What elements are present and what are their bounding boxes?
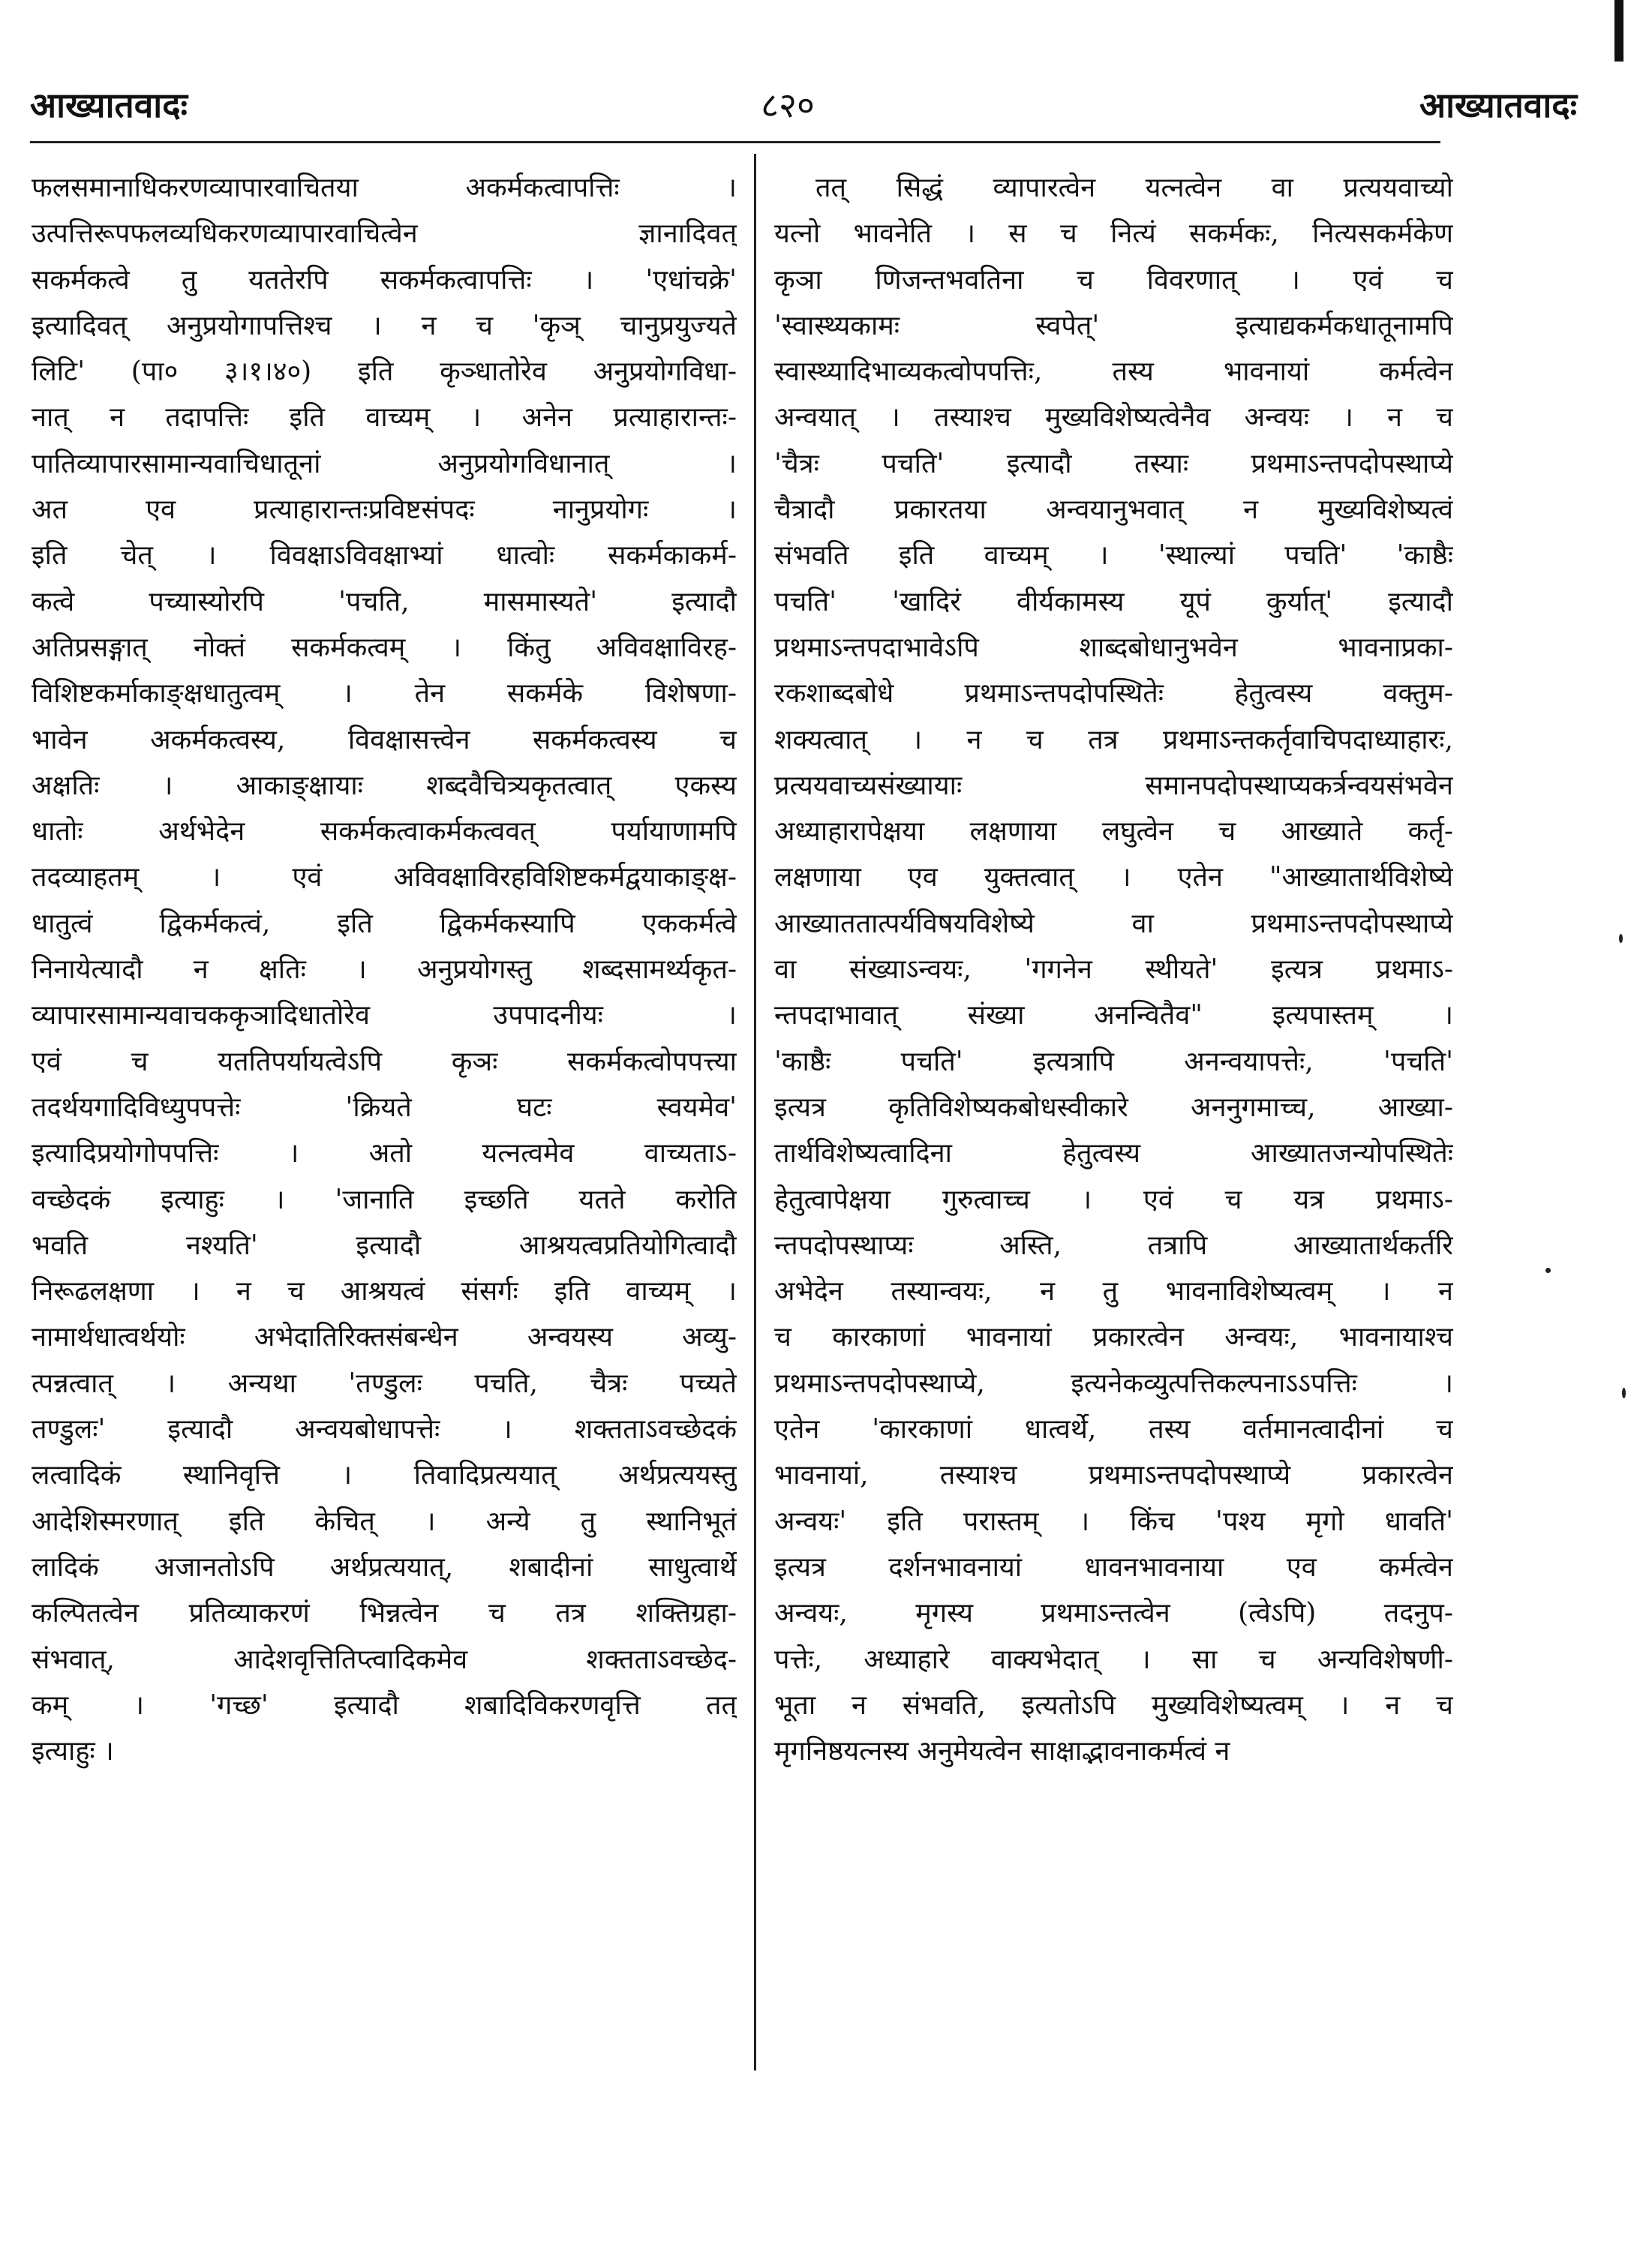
text-line: आदेशिस्मरणात् इति केचित् । अन्ये तु स्थानिभूतं bbox=[32, 1506, 737, 1537]
text-line: प्रत्ययवाच्यसंख्यायाः समानपदोपस्थाप्यकर्त्रन्वयसंभवेन bbox=[774, 770, 1453, 801]
text-line: च कारकाणां भावनायां प्रकारत्वेन अन्वयः, भावनायाश्च bbox=[774, 1322, 1453, 1353]
page-header bbox=[0, 75, 1652, 128]
text-line: लिटि' (पा० ३।१।४०) इति कृञ्धातोरेव अनुप्रयोगविधा- bbox=[32, 356, 737, 388]
text-line: तदव्याहतम् । एवं अविवक्षाविरहविशिष्टकर्मद्वयाकाङ्क्ष- bbox=[32, 862, 737, 893]
text-line: प्रथमाऽन्तपदाभावेऽपि शाब्दबोधानुभवेन भावनाप्रका- bbox=[774, 632, 1453, 663]
text-line: कत्वे पच्यास्योरपि 'पचति, मासमास्यते' इत्यादौ bbox=[32, 586, 737, 617]
text-line: अन्वयः, मृगस्य प्रथमाऽन्तत्वेन (त्वेऽपि) तदनुप- bbox=[774, 1598, 1453, 1629]
text-line: भावनायां, तस्याश्च प्रथमाऽन्तपदोपस्थाप्ये प्रकारत्वेन bbox=[774, 1460, 1453, 1491]
text-line: अक्षतिः । आकाङ्क्षायाः शब्दवैचित्र्यकृतत्वात् एकस्य bbox=[32, 770, 737, 801]
text-line: इत्यत्र कृतिविशेष्यकबोधस्वीकारे अननुगमाच्च, आख्या- bbox=[774, 1091, 1453, 1123]
text-line: पचति' 'खादिरं वीर्यकामस्य यूपं कुर्यात्' इत्यादौ bbox=[774, 586, 1453, 617]
text-line: संभवात्, आदेशवृत्तितिप्त्वादिकमेव शक्तताऽवच्छेद- bbox=[32, 1644, 737, 1675]
text-line: तण्डुलः' इत्यादौ अन्वयबोधापत्तेः । शक्तताऽवच्छेदकं bbox=[32, 1414, 737, 1446]
text-line: यत्नो भावनेति । स च नित्यं सकर्मकः, नित्यसकर्मकेण bbox=[774, 218, 1453, 250]
text-line: अन्वयः' इति परास्तम् । किंच 'पश्य मृगो धावति' bbox=[774, 1506, 1453, 1537]
text-line: एवं च यततिपर्यायत्वेऽपि कृञः सकर्मकत्वोपपत्त्या bbox=[32, 1046, 737, 1077]
text-line: तत् सिद्धं व्यापारत्वेन यत्नत्वेन वा प्रत्ययवाच्यो bbox=[815, 173, 1453, 203]
text-line: नात् न तदापत्तिः इति वाच्यम् । अनेन प्रत्याहारान्तः- bbox=[32, 402, 737, 434]
text-line: विशिष्टकर्माकाङ्क्षधातुत्वम् । तेन सकर्मके विशेषणा- bbox=[32, 678, 737, 710]
text-line: 'स्वास्थ्यकामः स्वपेत्' इत्याद्यकर्मकधातूनामपि bbox=[774, 310, 1453, 341]
text-line: उत्पत्तिरूपफलव्यधिकरणव्यापारवाचित्वेन ज्ञानादिवत् bbox=[32, 218, 737, 250]
text-line: फलसमानाधिकरणव्यापारवाचितया अकर्मकत्वापत्तिः । bbox=[32, 173, 737, 203]
text-line: इत्याहुः । bbox=[32, 1736, 114, 1767]
text-line: कम् । 'गच्छ' इत्यादौ शबादिविकरणवृत्ति तत् bbox=[32, 1689, 737, 1721]
column-divider bbox=[754, 154, 756, 2070]
text-line: 'काष्ठैः पचति' इत्यत्रापि अनन्वयापत्तेः, 'पचति' bbox=[774, 1046, 1453, 1077]
header-rule bbox=[30, 141, 1440, 143]
running-title-right: आख्यातवादः bbox=[1419, 85, 1577, 125]
text-line: पत्तेः, अध्याहारे वाक्यभेदात् । सा च अन्यविशेषणी- bbox=[774, 1644, 1453, 1675]
text-line: अत एव प्रत्याहारान्तःप्रविष्टसंपदः नानुप्रयोगः । bbox=[32, 494, 737, 526]
text-line: इत्यादिप्रयोगोपपत्तिः । अतो यत्नत्वमेव वाच्यताऽ- bbox=[32, 1138, 737, 1170]
text-line: लत्वादिकं स्थानिवृत्ति । तिवादिप्रत्ययात् अर्थप्रत्ययस्तु bbox=[32, 1460, 737, 1491]
running-title-left: आख्यातवादः bbox=[30, 85, 188, 125]
text-line: निरूढलक्षणा । न च आश्रयत्वं संसर्गः इति वाच्यम् । bbox=[32, 1276, 737, 1308]
text-line: कल्पितत्वेन प्रतिव्याकरणं भिन्नत्वेन च तत्र शक्तिग्रहा- bbox=[32, 1598, 737, 1629]
text-line: इति चेत् । विवक्षाऽविवक्षाभ्यां धात्वोः सकर्मकाकर्म- bbox=[32, 540, 737, 572]
scan-speck bbox=[1545, 1268, 1551, 1273]
text-line: तार्थविशेष्यत्वादिना हेतुत्वस्य आख्यातजन्योपस्थितेः bbox=[774, 1138, 1453, 1170]
text-line: रकशाब्दबोधे प्रथमाऽन्तपदोपस्थितेः हेतुत्वस्य वक्तुम- bbox=[774, 678, 1453, 710]
text-line: स्वास्थ्यादिभाव्यकत्वोपपत्तिः, तस्य भावनायां कर्मत्वेन bbox=[774, 356, 1453, 388]
text-line: अतिप्रसङ्गात् नोक्तं सकर्मकत्वम् । किंतु अविवक्षाविरह- bbox=[32, 632, 737, 663]
text-line: भूता न संभवति, इत्यतोऽपि मुख्यविशेष्यत्वम् । न च bbox=[774, 1689, 1453, 1721]
text-line: व्यापारसामान्यवाचककृञादिधातोरेव उपपादनीयः । bbox=[32, 1000, 737, 1031]
text-line: शक्यत्वात् । न च तत्र प्रथमाऽन्तकर्तृवाचिपदाध्याहारः, bbox=[774, 724, 1453, 755]
text-line: अभेदेन तस्यान्वयः, न तु भावनाविशेष्यत्वम् । न bbox=[774, 1276, 1453, 1308]
text-line: आख्याततात्पर्यविषयविशेष्ये वा प्रथमाऽन्तपदोपस्थाप्ये bbox=[774, 908, 1453, 939]
text-line: वच्छेदकं इत्याहुः । 'जानाति इच्छति यतते करोति bbox=[32, 1184, 737, 1215]
text-line: न्तपदोपस्थाप्यः अस्ति, तत्रापि आख्यातार्थकर्तरि bbox=[774, 1230, 1453, 1261]
text-line: अन्वयात् । तस्याश्च मुख्यविशेष्यत्वेनैव अन्वयः । न च bbox=[774, 402, 1453, 434]
text-line: अध्याहारापेक्षया लक्षणाया लघुत्वेन च आख्याते कर्तृ- bbox=[774, 816, 1453, 848]
scan-speck bbox=[1622, 1388, 1626, 1398]
page-edge-mark bbox=[1614, 0, 1623, 62]
text-line: लादिकं अजानतोऽपि अर्थप्रत्ययात्, शबादीनां साधुत्वार्थे bbox=[32, 1551, 737, 1583]
text-line: न्तपदाभावात् संख्या अनन्वितैव" इत्यपास्तम् । bbox=[774, 1000, 1453, 1031]
text-line: लक्षणाया एव युक्तत्वात् । एतेन "आख्यातार्थविशेष्ये bbox=[774, 862, 1453, 893]
text-line: नामार्थधात्वर्थयोः अभेदातिरिक्तसंबन्धेन अन्वयस्य अव्यु- bbox=[32, 1322, 737, 1353]
text-line: एतेन 'कारकाणां धात्वर्थे, तस्य वर्तमानत्वादीनां च bbox=[774, 1414, 1453, 1446]
text-line: धातोः अर्थभेदेन सकर्मकत्वाकर्मकत्ववत् पर्यायाणामपि bbox=[32, 816, 737, 848]
text-line: भावेन अकर्मकत्वस्य, विवक्षासत्त्वेन सकर्मकत्वस्य च bbox=[32, 724, 737, 755]
text-line: मृगनिष्ठयत्नस्य अनुमेयत्वेन साक्षाद्भावनाकर्मत्वं न bbox=[774, 1736, 1230, 1767]
text-line: त्पन्नत्वात् । अन्यथा 'तण्डुलः पचति, चैत्रः पच्यते bbox=[32, 1368, 737, 1399]
text-line: 'चैत्रः पचति' इत्यादौ तस्याः प्रथमाऽन्तपदोपस्थाप्ये bbox=[774, 448, 1453, 479]
text-line: धातुत्वं द्विकर्मकत्वं, इति द्विकर्मकस्यापि एककर्मत्वे bbox=[32, 908, 737, 939]
text-line: कृञा णिजन्तभवतिना च विवरणात् । एवं च bbox=[774, 264, 1453, 296]
text-line: संभवति इति वाच्यम् । 'स्थाल्यां पचति' 'काष्ठैः bbox=[774, 540, 1453, 572]
text-line: तदर्थयगादिविध्युपपत्तेः 'क्रियते घटः स्वयमेव' bbox=[32, 1091, 737, 1123]
text-line: इत्यादिवत् अनुप्रयोगापत्तिश्च । न च 'कृञ् चानुप्रयुज्यते bbox=[32, 310, 737, 341]
scan-speck bbox=[1619, 934, 1623, 943]
text-line: प्रथमाऽन्तपदोपस्थाप्ये, इत्यनेकव्युत्पत्तिकल्पनाऽऽपत्तिः । bbox=[774, 1368, 1453, 1399]
text-line: पातिव्यापारसामान्यवाचिधातूनां अनुप्रयोगविधानात् । bbox=[32, 448, 737, 479]
text-line: सकर्मकत्वे तु यततेरपि सकर्मकत्वापत्तिः । 'एधांचक्रे' bbox=[32, 264, 737, 296]
text-line: हेतुत्वापेक्षया गुरुत्वाच्च । एवं च यत्र प्रथमाऽ- bbox=[774, 1184, 1453, 1215]
text-line: वा संख्याऽन्वयः, 'गगनेन स्थीयते' इत्यत्र प्रथमाऽ- bbox=[774, 954, 1453, 986]
text-line: भवति नश्यति' इत्यादौ आश्रयत्वप्रतियोगित्वादौ bbox=[32, 1230, 737, 1261]
text-line: चैत्रादौ प्रकारतया अन्वयानुभवात् न मुख्यविशेष्यत्वं bbox=[774, 494, 1453, 526]
right-column bbox=[774, 165, 1453, 1774]
page-number: ८२० bbox=[761, 85, 815, 125]
text-line: निनायेत्यादौ न क्षतिः । अनुप्रयोगस्तु शब्दसामर्थ्यकृत- bbox=[32, 954, 737, 986]
text-line: इत्यत्र दर्शनभावनायां धावनभावनाया एव कर्मत्वेन bbox=[774, 1551, 1453, 1583]
left-column bbox=[32, 165, 737, 1774]
